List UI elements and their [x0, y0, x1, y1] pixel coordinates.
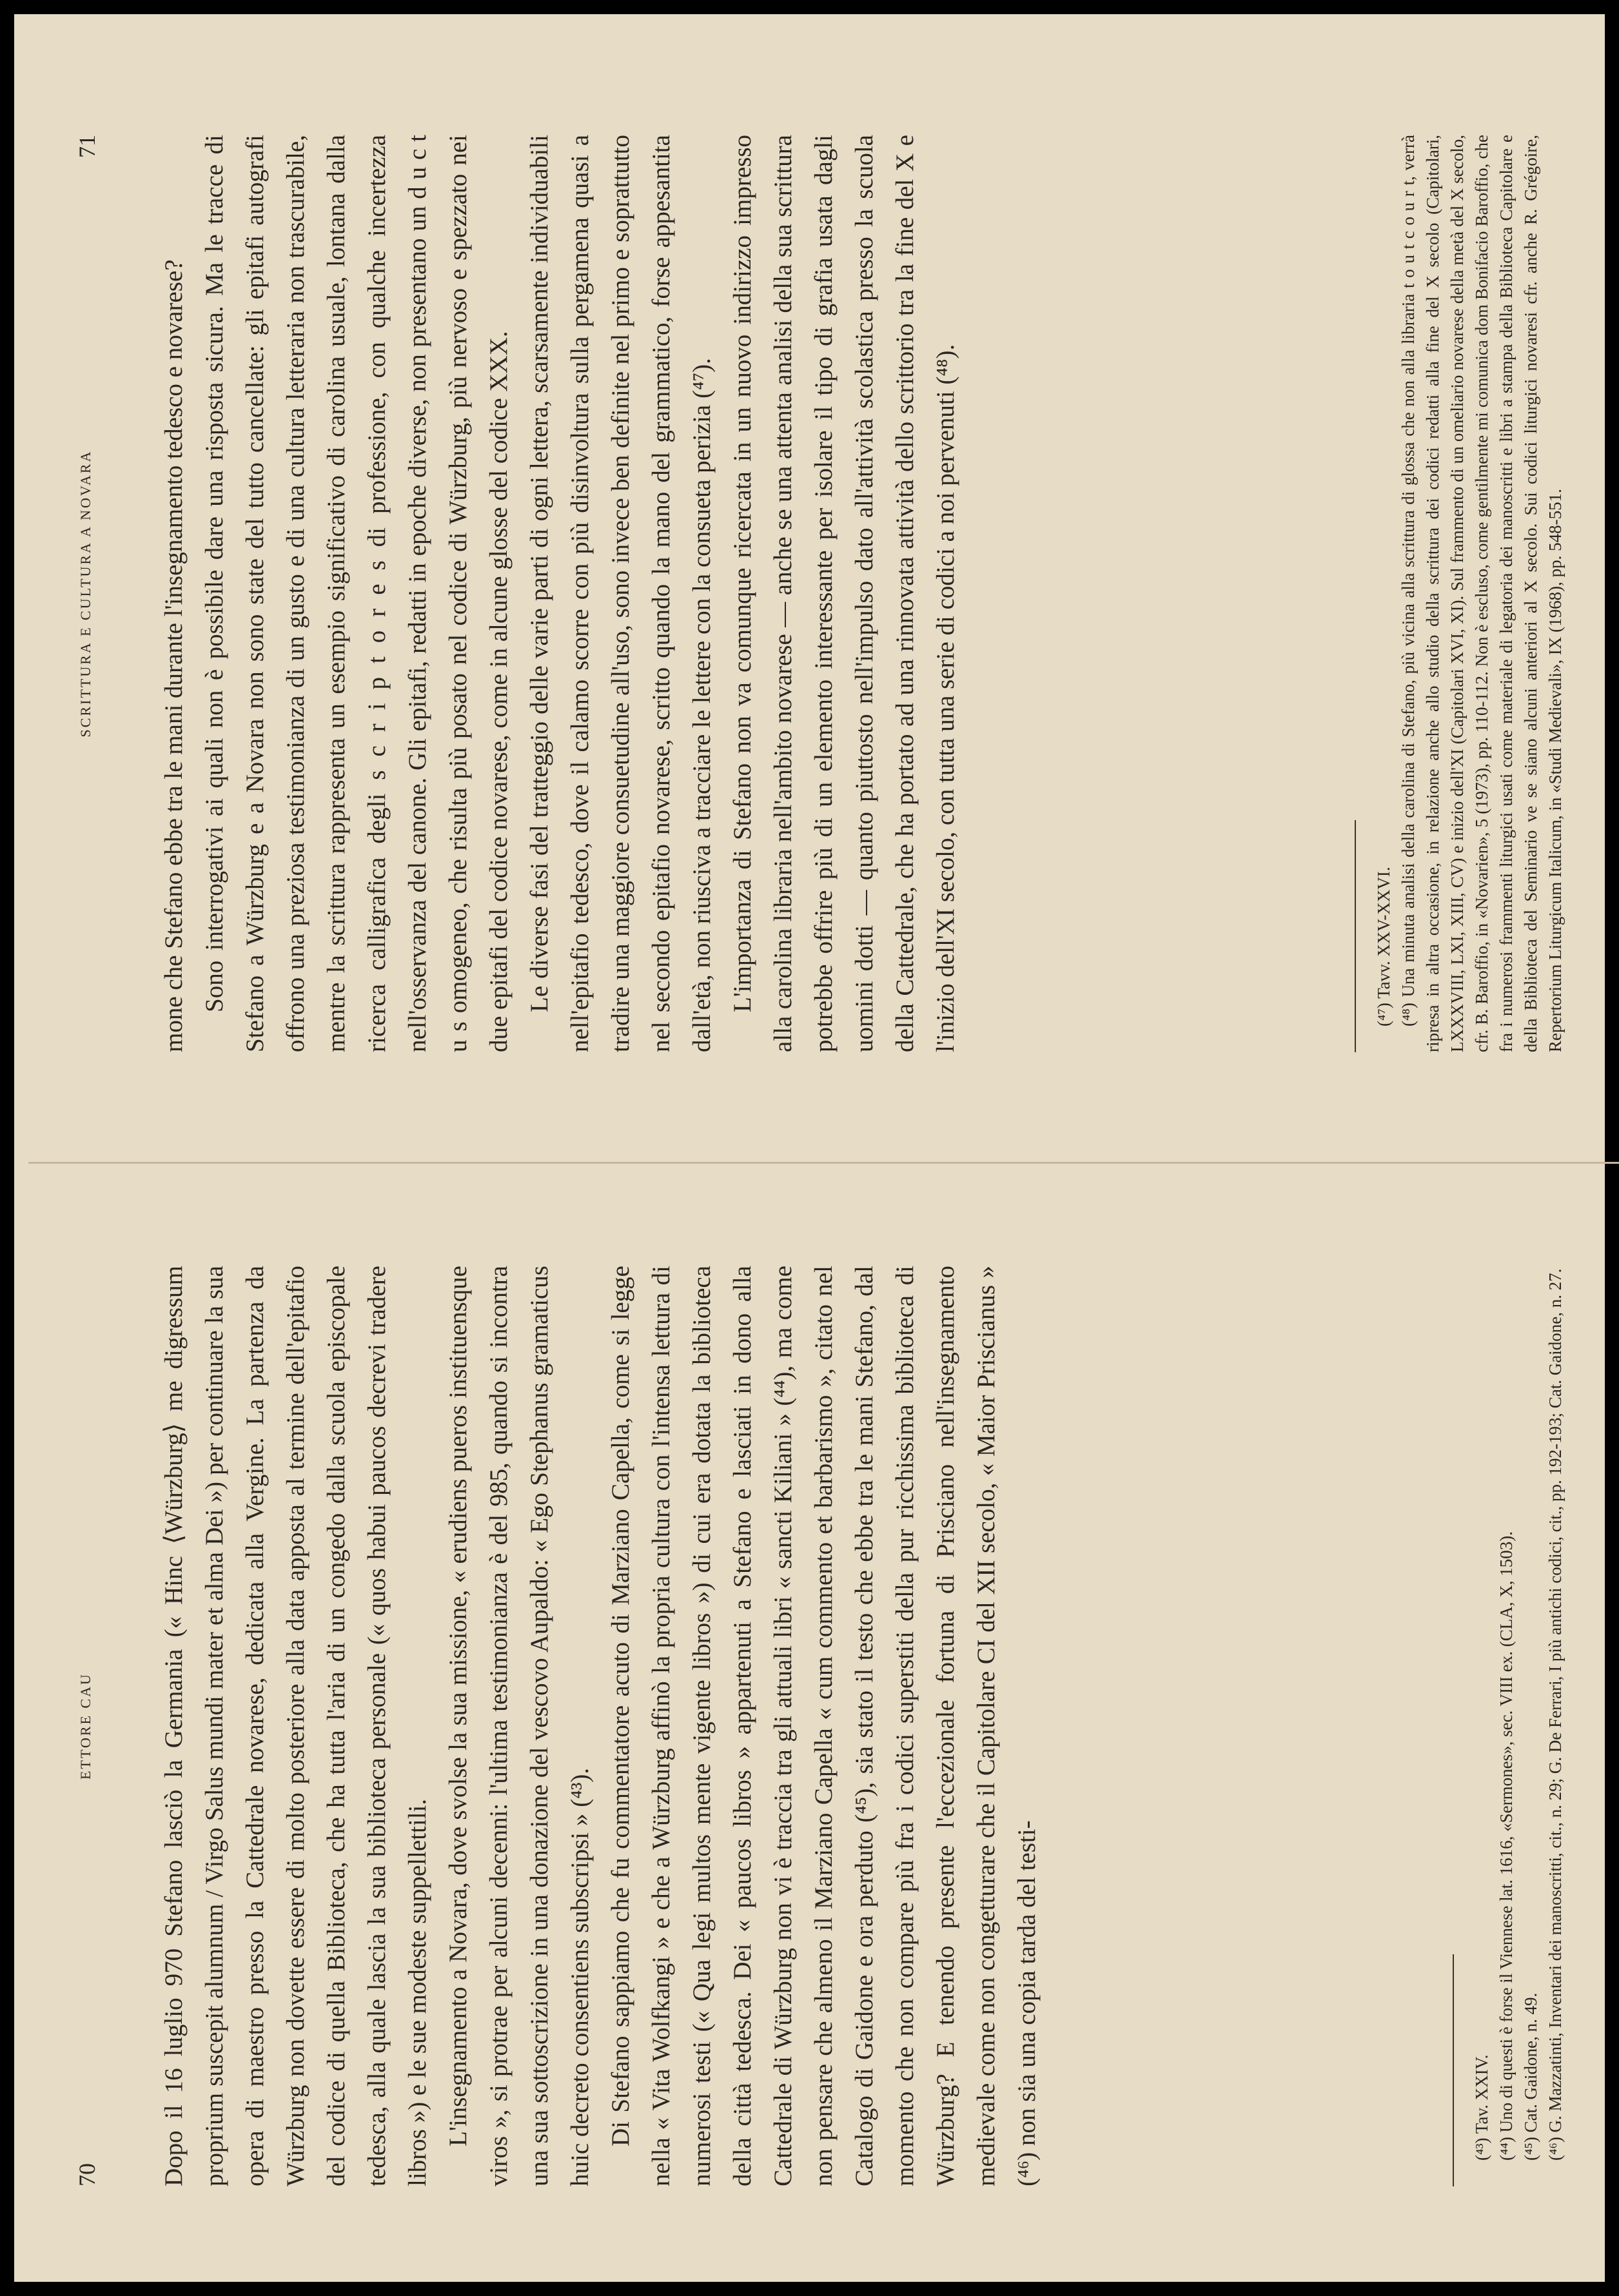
paragraph: L'importanza di Stefano non va comunque ricercata in un nuovo indirizzo impresso alla carolina libraria nell'ambito novarese — anche se una attenta analisi della sua scrittura potrebbe offrire più di un elemento interessante per isolare il tipo di grafia usata dagli uomini dotti — quanto piuttosto nell'impulso dato all'attività scolastica presso la scuola della Cattedrale, che ha portato ad una rinnovata attività dello scrittorio tra la fine del X e l'inizio dell'XI secolo, con tutta una serie di codici a noi pervenuti (⁴⁸). [729, 135, 959, 1052]
footnote: (⁴³) Tav. XXIV. [1472, 2054, 1491, 2161]
left-page [28, 1163, 1619, 2296]
footnote: (⁴⁵) Cat. Gaidone, n. 49. [1521, 1992, 1540, 2161]
author-running-head: ETTORE CAU [77, 1673, 93, 1780]
paragraph: L'insegnamento a Novara, dove svolse la sua missione, « erudiens pueros instituensque viros », si protrae per alcuni decenni: l'ultima testimonianza è del 985, quando si incontra una sua sottoscrizione in una donazione del vescovo Aupaldo: « Ego Stephanus gramaticus huic decreto consentiens subscripsi » (⁴³). [444, 1266, 594, 2186]
paragraph: mone che Stefano ebbe tra le mani durante l'insegnamento tedesco e novarese? [160, 259, 188, 1052]
title-running-head: SCRITTURA E CULTURA A NOVARA [77, 449, 93, 738]
page-number-right: 71 [74, 135, 100, 158]
book-spread [28, 28, 1619, 2296]
left-footnotes [1453, 1266, 1567, 2186]
right-page [28, 28, 1619, 1162]
paragraph: Di Stefano sappiamo che fu commentatore acuto di Marziano Capella, come si legge nella « Vita Wolfkangi » e che a Würzburg affinò la propria cultura con l'intensa lettura di numerosi testi (« Qua legi multos mente vigente libros ») di cui era dotata la biblioteca della città tedesca. Dei « paucos libros » appartenuti a Stefano e lasciati in dono alla Cattedrale di Würzburg non vi è traccia tra gli attuali libri « sancti Kiliani » (⁴⁴), ma come non pensare che almeno il Marziano Capella « cum commento et barbarismo », citato nel Catalogo di Gaidone e ora perduto (⁴⁵), sia stato il testo che ebbe tra le mani Stefano, dal momento che non compare più fra i codici superstiti della pur ricchissima biblioteca di Würzburg? E tenendo presente l'eccezionale fortuna di Prisciano nell'insegnamento medievale come non congetturare che il Capitolare CI del XII secolo, « Maior Priscianus » (⁴⁶) non sia una copia tarda del testi- [607, 1266, 1041, 2186]
footnote: (⁴⁶) G. Mazzatinti, Inventari dei manoscritti, cit., n. 29; G. De Ferrari, I più antichi codici, cit., pp. 192-193; Cat. Gaidone, n. 27. [1545, 1268, 1565, 2161]
footnote: (⁴⁷) Tavv. XXV-XXVI. [1374, 867, 1393, 1026]
page-number-left: 70 [74, 2163, 100, 2186]
paragraph: Dopo il 16 luglio 970 Stefano lasciò la Germania (« Hinc ⟨Würzburg⟩ me digressum proprium suscepit alumnum / Virgo Salus mundi mater et alma Dei ») per continuare la sua opera di maestro presso la Cattedrale novarese, dedicata alla Vergine. La partenza da Würzburg non dovette essere di molto posteriore alla data apposta al termine dell'epitafio del codice di quella Biblioteca, che ha tutta l'aria di un congedo dalla scuola episcopale tedesca, alla quale lascia la sua biblioteca personale (« quos habui paucos decrevi tradere libros ») e le sue modeste suppellettili. [160, 1266, 431, 2186]
right-footnotes [1355, 135, 1567, 1052]
footnote-rule [1453, 1954, 1454, 2186]
paragraph: Sono interrogativi ai quali non è possibile dare una risposta sicura. Ma le tracce di Stefano a Würzburg e a Novara non sono state del tutto cancellate: gli epitafi autografi offrono una preziosa testimonianza di un gusto e di una cultura letteraria non trascurabile, mentre la scrittura rappresenta un esempio significativo di carolina usuale, lontana dalla ricerca calligrafica degli s c r i p t o r e s di professione, con qualche incertezza nell'osservanza del canone. Gli epitafi, redatti in epoche diverse, non presentano un d u c t u s omogeneo, che risulta più posato nel codice di Würzburg, più nervoso e spezzato nei due epitafi del codice novarese, come in alcune glosse del codice XXX. [201, 135, 513, 1052]
right-body-text [153, 135, 966, 1052]
left-body-text [153, 1266, 1047, 2186]
left-running-head [74, 1266, 112, 2186]
footnote: (⁴⁸) Una minuta analisi della carolina di Stefano, più vicina alla scrittura di glossa che non alla libraria t o u t c o u r t, verrà ripresa in altra occasione, in relazione anche allo studio della scrittura dei codici redatti alla fine del X secolo (Capitolari, LXXXVIII, LXI, XIII, CV) e inizio dell'XI (Capitolari XVI, XI). Sul frammento di un omeliario novarese della metà del X secolo, cfr. B. Baroffio, in «Novarien», 5 (1973), pp. 110-112. Non è escluso, come gentilmente mi comunica dom Bonifacio Baroffio, che fra i numerosi frammenti liturgici usati come materiale di legatoria dei manoscritti e libri a stampa della Biblioteca Capitolare e della Biblioteca del Seminario ve se siano alcuni anteriori al X secolo. Sui codici liturgici novaresi cfr. anche R. Grégoire, Repertorium Liturgicum Italicum, in «Studi Medievali», IX (1968), pp. 548-551. [1398, 135, 1565, 1052]
right-running-head [74, 135, 112, 1052]
paragraph: Le diverse fasi del tratteggio delle varie parti di ogni lettera, scarsamente individuabili nell'epitafio tedesco, dove il calamo scorre con più disinvoltura sulla pergamena quasi a tradire una maggiore consuetudine all'uso, sono invece ben definite nel primo e soprattutto nel secondo epitafio novarese, scritto quando la mano del grammatico, forse appesantita dall'età, non riusciva a tracciare le lettere con la consueta perizia (⁴⁷). [525, 135, 716, 1052]
book-gutter [28, 1162, 1619, 1164]
footnote-rule [1355, 820, 1356, 1052]
footnote: (⁴⁴) Uno di questi è forse il Viennese lat. 1616, «Sermones», sec. VIII ex. (CLA, X, 1503). [1496, 1531, 1516, 2161]
